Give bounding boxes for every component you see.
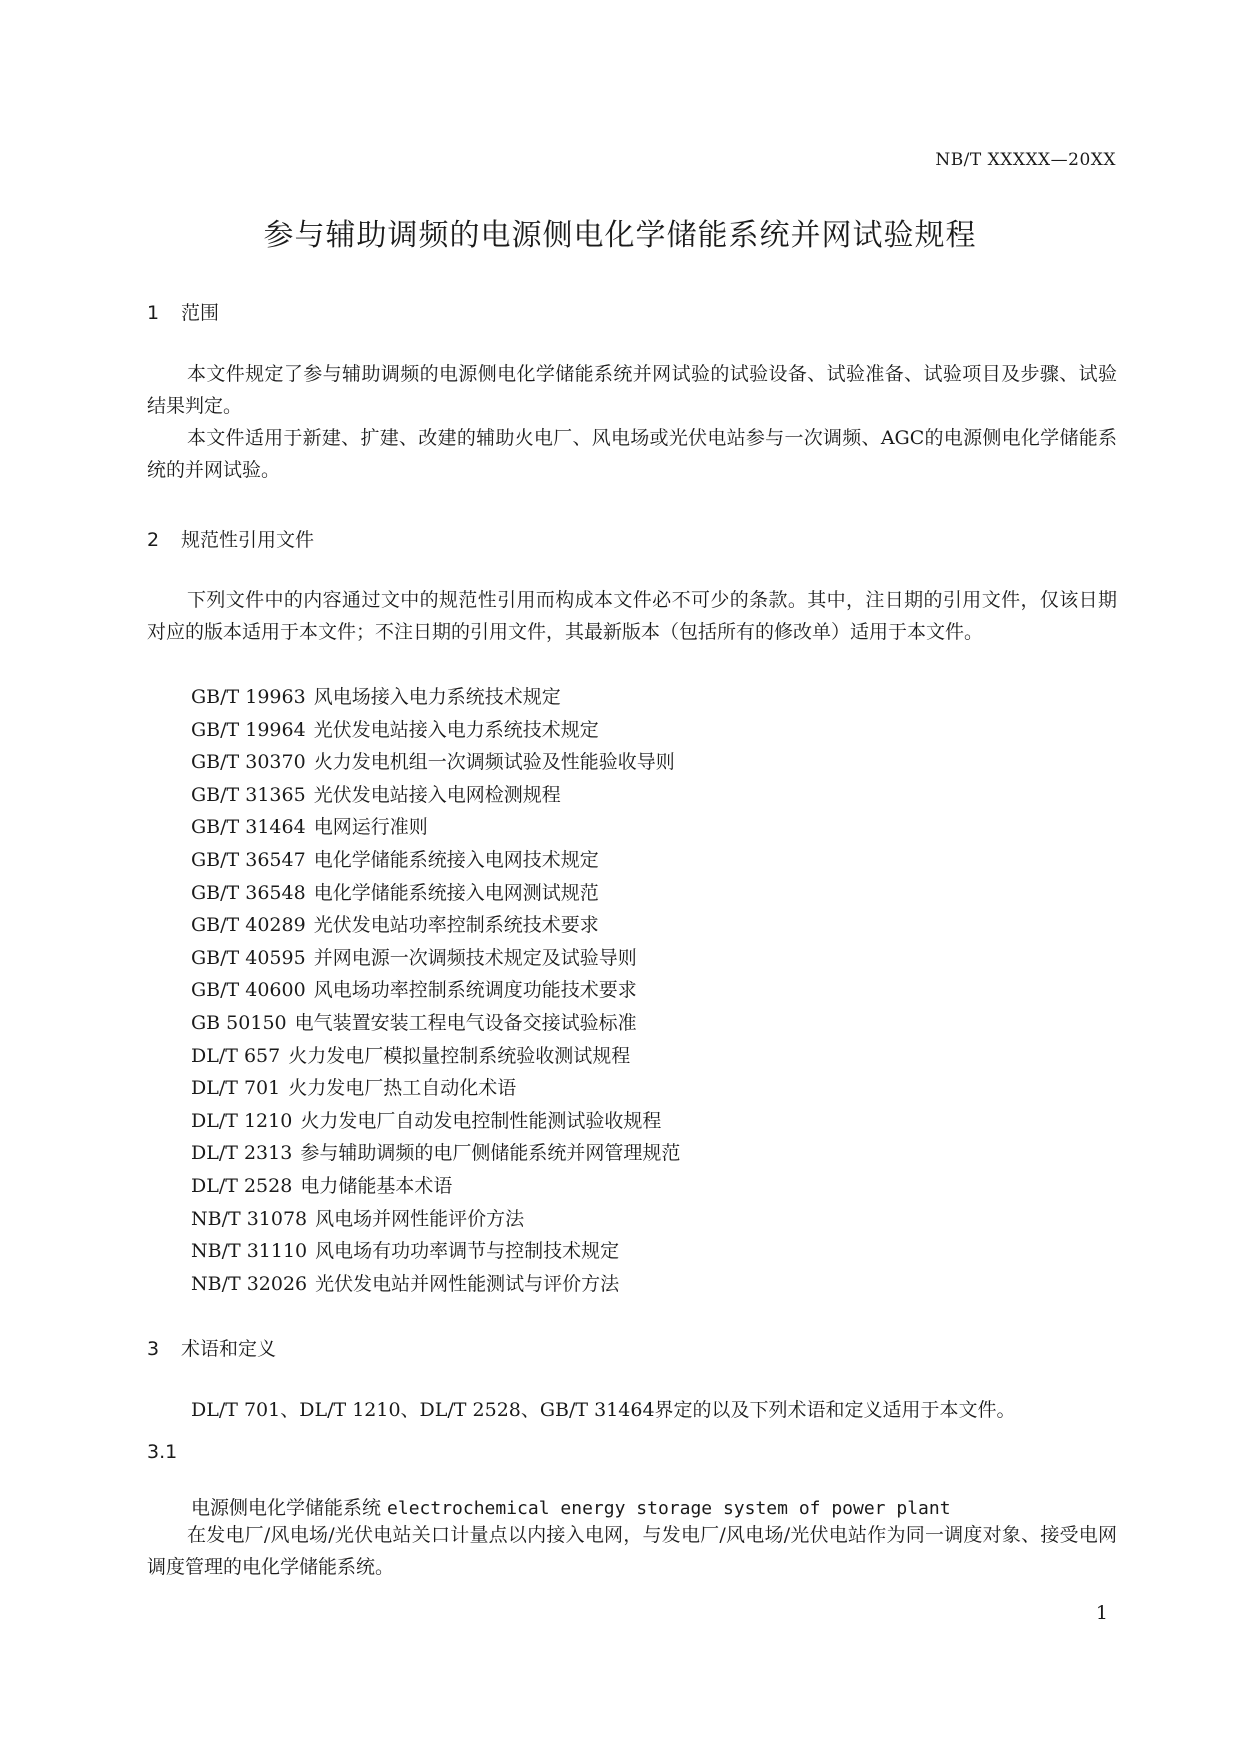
reference-code: GB/T 40595	[191, 946, 306, 969]
reference-title: 风电场有功功率调节与控制技术规定	[315, 1240, 620, 1263]
reference-title: 风电场并网性能评价方法	[315, 1207, 525, 1230]
reference-code: GB/T 40289	[191, 914, 306, 937]
section-title: 规范性引用文件	[181, 529, 315, 551]
reference-code: GB/T 19963	[191, 686, 306, 708]
reference-title: 火力发电机组一次调频试验及性能验收导则	[313, 751, 675, 774]
document-title: 参与辅助调频的电源侧电化学储能系统并网试验规程	[263, 218, 977, 253]
reference-code: GB/T 30370	[191, 751, 306, 774]
reference-title: 电化学储能系统接入电网技术规定	[313, 848, 599, 871]
section-number: 1	[147, 302, 160, 324]
reference-item	[191, 1203, 680, 1236]
reference-code: GB/T 40600	[191, 979, 306, 1002]
reference-code: GB/T 31365	[191, 783, 306, 806]
reference-code: NB/T 31078	[191, 1207, 308, 1230]
reference-code: GB/T 36548	[191, 881, 306, 904]
reference-title: 火力发电厂模拟量控制系统验收测试规程	[288, 1044, 631, 1067]
reference-code: GB/T 19964	[191, 718, 306, 741]
section-number: 3	[147, 1338, 160, 1360]
reference-code: GB 50150	[191, 1011, 287, 1034]
reference-title: 电化学储能系统接入电网测试规范	[313, 881, 599, 904]
reference-code: DL/T 657	[191, 1044, 281, 1067]
section-heading-references	[147, 525, 314, 552]
reference-code: DL/T 2313	[191, 1142, 293, 1165]
reference-item	[191, 1137, 680, 1170]
reference-title: 参与辅助调频的电厂侧储能系统并网管理规范	[300, 1142, 681, 1165]
reference-item	[191, 681, 680, 714]
references-intro: 下列文件中的内容通过文中的规范性引用而构成本文件必不可少的条款。其中，注日期的引用文件，仅该日期对应的版本适用于本文件；不注日期的引用文件，其最新版本（包括所有的修改单）适用于本文件。	[147, 589, 1117, 643]
reference-item	[191, 844, 680, 877]
reference-code: NB/T 32026	[191, 1272, 308, 1295]
section-heading-terms	[147, 1334, 276, 1361]
reference-item	[191, 1170, 680, 1203]
reference-title: 光伏发电站接入电力系统技术规定	[313, 718, 599, 741]
terms-intro: DL/T 701、DL/T 1210、DL/T 2528、GB/T 31464界定的以及下列术语和定义适用于本文件。	[191, 1399, 1016, 1421]
reference-title: 光伏发电站并网性能测试与评价方法	[315, 1272, 620, 1295]
reference-item	[191, 1007, 680, 1040]
reference-title: 电气装置安装工程电气设备交接试验标准	[294, 1011, 637, 1034]
section-title: 术语和定义	[181, 1338, 277, 1360]
reference-item	[191, 1235, 680, 1268]
reference-code: GB/T 36547	[191, 848, 306, 871]
section-number: 2	[147, 529, 160, 551]
reference-item	[191, 942, 680, 975]
reference-item	[191, 811, 680, 844]
reference-item	[191, 1072, 680, 1105]
reference-code: GB/T 31464	[191, 816, 306, 839]
reference-title: 并网电源一次调频技术规定及试验导则	[313, 946, 637, 969]
reference-title: 电力储能基本术语	[300, 1174, 453, 1197]
reference-item	[191, 714, 680, 747]
reference-title: 光伏发电站功率控制系统技术要求	[313, 914, 599, 937]
reference-list	[191, 681, 680, 1300]
scope-paragraph-1: 本文件规定了参与辅助调频的电源侧电化学储能系统并网试验的试验设备、试验准备、试验项目及步骤、试验结果判定。	[147, 363, 1117, 417]
reference-item	[191, 877, 680, 910]
reference-item	[191, 779, 680, 812]
reference-title: 光伏发电站接入电网检测规程	[313, 783, 561, 806]
reference-title: 电网运行准则	[313, 816, 428, 839]
reference-item	[191, 1040, 680, 1073]
reference-code: DL/T 1210	[191, 1109, 293, 1132]
term-number: 3.1	[147, 1441, 178, 1463]
term-definition: 在发电厂/风电场/光伏电站关口计量点以内接入电网，与发电厂/风电场/光伏电站作为同一调度对象、接受电网调度管理的电化学储能系统。	[147, 1524, 1117, 1578]
term-english: electrochemical energy storage system of power plant	[387, 1498, 951, 1519]
scope-paragraph-2: 本文件适用于新建、扩建、改建的辅助火电厂、风电场或光伏电站参与一次调频、AGC的电源侧电化学储能系统的并网试验。	[147, 427, 1117, 481]
reference-item	[191, 909, 680, 942]
reference-title: 火力发电厂热工自动化术语	[288, 1077, 517, 1100]
page-number: 1	[1095, 1602, 1108, 1624]
reference-item	[191, 1268, 680, 1301]
reference-code: NB/T 31110	[191, 1240, 308, 1263]
reference-code: DL/T 2528	[191, 1174, 293, 1197]
term-heading	[191, 1493, 951, 1520]
document-code: NB/T XXXXX—20XX	[935, 150, 1116, 170]
reference-item	[191, 746, 680, 779]
reference-title: 风电场功率控制系统调度功能技术要求	[313, 979, 637, 1002]
reference-item	[191, 1105, 680, 1138]
section-heading-scope	[147, 298, 219, 325]
reference-title: 火力发电厂自动发电控制性能测试验收规程	[300, 1109, 662, 1132]
section-title: 范围	[181, 302, 220, 324]
reference-title: 风电场接入电力系统技术规定	[313, 686, 561, 708]
reference-code: DL/T 701	[191, 1077, 281, 1100]
term-chinese: 电源侧电化学储能系统	[191, 1497, 382, 1519]
reference-item	[191, 974, 680, 1007]
